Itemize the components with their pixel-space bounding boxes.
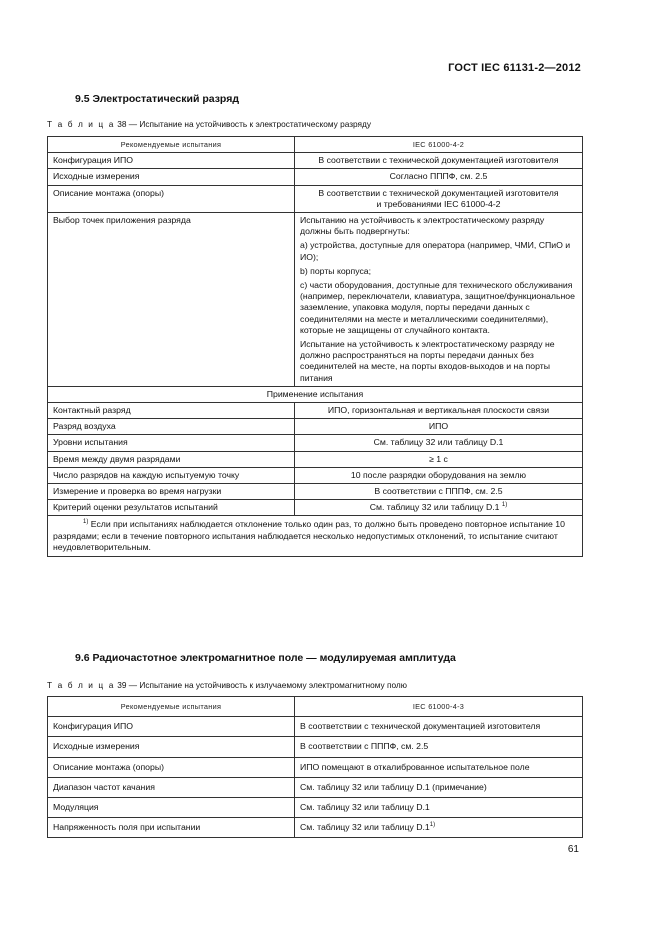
- row-label: Контактный разряд: [48, 403, 295, 419]
- row-label: Время между двумя разрядами: [48, 451, 295, 467]
- column-header: IEC 61000-4-3: [295, 697, 583, 717]
- table-note-row: [48, 516, 583, 557]
- row-value: ИПО, горизонтальная и вертикальная плоскости связи: [295, 403, 583, 419]
- row-label: Напряженность поля при испытании: [48, 818, 295, 838]
- table-row: [48, 419, 583, 435]
- row-label: Конфигурация ИПО: [48, 717, 295, 737]
- table-row: [48, 451, 583, 467]
- row-value: Согласно ПППФ, см. 2.5: [295, 169, 583, 185]
- table-row: [48, 484, 583, 500]
- row-value: См. таблицу 32 или таблицу D.1 (примечание): [295, 777, 583, 797]
- row-label: Критерий оценки результатов испытаний: [48, 500, 295, 516]
- table-38: [47, 136, 583, 557]
- row-label: Модуляция: [48, 798, 295, 818]
- row-value: [295, 500, 583, 516]
- table-39-caption: [47, 680, 407, 690]
- row-label: Конфигурация ИПО: [48, 153, 295, 169]
- table-row: [48, 500, 583, 516]
- table-row: [48, 777, 583, 797]
- table-row: [48, 153, 583, 169]
- row-value-text: См. таблицу 32 или таблицу D.1: [369, 502, 500, 513]
- caption-text: 39 — Испытание на устойчивость к излучаемому электромагнитному полю: [114, 680, 407, 690]
- row-value: См. таблицу 32 или таблицу D.1: [295, 435, 583, 451]
- row-label: Описание монтажа (опоры): [48, 185, 295, 212]
- column-header: Рекомендуемые испытания: [48, 137, 295, 153]
- paragraph: c) части оборудования, доступные для технического обслуживания (например, переключатели, клавиатура, защитное/функциональное заземление, упаковка модуля, порты передачи данных с соединителями на месте и металлическими соединителями), которые не защищены от случайного контакта.: [300, 280, 575, 335]
- document-header: ГОСТ IEC 61131-2—2012: [448, 62, 581, 74]
- table-row: [48, 717, 583, 737]
- caption-prefix: Т а б л и ц а: [47, 680, 115, 690]
- row-label: Исходные измерения: [48, 169, 295, 185]
- row-value: 10 после разрядки оборудования на землю: [295, 467, 583, 483]
- row-label: Исходные измерения: [48, 737, 295, 757]
- table-row: [48, 435, 583, 451]
- table-span-row: [48, 386, 583, 402]
- paragraph: Испытанию на устойчивость к электростатическому разряду должны быть подвергнуты:: [300, 215, 545, 237]
- row-value: В соответствии с технической документацией изготовителя: [295, 153, 583, 169]
- row-label: Число разрядов на каждую испытуемую точку: [48, 467, 295, 483]
- row-value: [295, 213, 583, 387]
- footnote-ref: 1): [429, 822, 436, 829]
- row-value: [295, 185, 583, 212]
- row-value: ИПО помещают в откалиброванное испытательное поле: [295, 757, 583, 777]
- table-row: [48, 169, 583, 185]
- paragraph: a) устройства, доступные для оператора (например, ЧМИ, СПиО и ИО);: [300, 240, 571, 262]
- table-row: [48, 403, 583, 419]
- row-label: Выбор точек приложения разряда: [48, 213, 295, 387]
- table-header-row: [48, 137, 583, 153]
- column-header: IEC 61000-4-2: [295, 137, 583, 153]
- footnote-marker: 1): [83, 519, 89, 526]
- caption-prefix: Т а б л и ц а: [47, 119, 115, 129]
- row-value-line: и требованиями IEC 61000-4-2: [376, 198, 501, 209]
- row-value-line: В соответствии с технической документацией изготовителя: [318, 187, 559, 198]
- row-label: Диапазон частот качания: [48, 777, 295, 797]
- table-note: [48, 516, 583, 557]
- page-number: 61: [567, 844, 579, 855]
- row-value: ≥ 1 с: [295, 451, 583, 467]
- caption-text: 38 — Испытание на устойчивость к электростатическому разряду: [114, 119, 372, 129]
- row-value: См. таблицу 32 или таблицу D.1: [295, 798, 583, 818]
- table-row: [48, 213, 583, 387]
- table-row: [48, 737, 583, 757]
- table-row: [48, 467, 583, 483]
- section-9-6-title: 9.6 Радиочастотное электромагнитное поле — модулируемая амплитуда: [75, 652, 456, 664]
- row-label: Измерение и проверка во время нагрузки: [48, 484, 295, 500]
- paragraph: Испытание на устойчивость к электростатическому разряду не должно распространяться на порты передачи данных без соединителей на месте, на порты входов-выходов и на порты питания: [300, 339, 555, 383]
- footnote-ref: 1): [501, 502, 508, 509]
- row-value: ИПО: [295, 419, 583, 435]
- span-heading: Применение испытания: [48, 386, 583, 402]
- table-row: [48, 185, 583, 212]
- column-header: Рекомендуемые испытания: [48, 697, 295, 717]
- table-row: [48, 798, 583, 818]
- row-value: [295, 818, 583, 838]
- table-row: [48, 757, 583, 777]
- row-value-text: См. таблицу 32 или таблицу D.1: [300, 822, 430, 833]
- section-9-5-title: 9.5 Электростатический разряд: [75, 93, 239, 105]
- row-label: Разряд воздуха: [48, 419, 295, 435]
- row-value: В соответствии с ПППФ, см. 2.5: [295, 737, 583, 757]
- table-39: [47, 696, 583, 838]
- row-label: Уровни испытания: [48, 435, 295, 451]
- footnote-text: Если при испытаниях наблюдается отклонение только один раз, то должно быть проведено повторное испытание 10 разрядами; если в течение повторного испытания наблюдается несколько недопустимых отклонений, то испытание считают неудовлетворительным.: [53, 519, 565, 552]
- row-value: В соответствии с технической документацией изготовителя: [295, 717, 583, 737]
- paragraph: b) порты корпуса;: [300, 265, 372, 276]
- row-label: Описание монтажа (опоры): [48, 757, 295, 777]
- table-38-caption: [47, 119, 371, 129]
- row-value: В соответствии с ПППФ, см. 2.5: [295, 484, 583, 500]
- table-header-row: [48, 697, 583, 717]
- table-row: [48, 818, 583, 838]
